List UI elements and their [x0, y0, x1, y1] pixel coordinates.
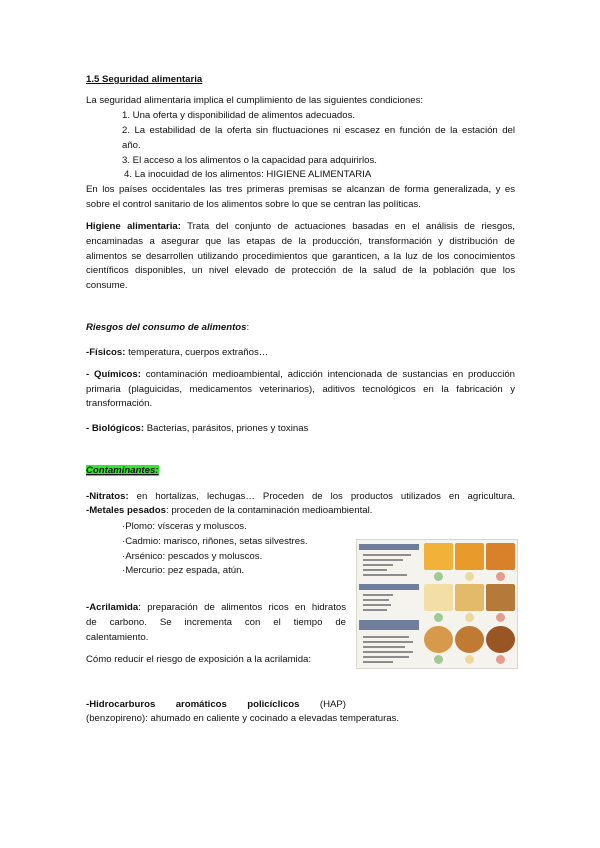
- infographic-header-advice: [359, 620, 419, 630]
- metal-item-cadmio: ·Cadmio: marisco, riñones, setas silvestres.: [122, 536, 308, 547]
- green-dot-icon: [434, 655, 443, 664]
- condition-2-cont: año.: [122, 140, 141, 151]
- metal-item-mercurio: ·Mercurio: pez espada, atún.: [122, 565, 245, 576]
- toast-light-photo: [424, 584, 453, 611]
- risk-quimicos-line-3: transformación.: [86, 398, 153, 409]
- acrilamida-line-1: -Acrilamida: preparación de alimentos ricos en hidratos: [86, 602, 346, 613]
- hygiene-label: Higiene alimentaria:: [86, 221, 181, 232]
- infographic-text-column: [359, 542, 419, 666]
- red-dot-icon: [496, 655, 505, 664]
- yellow-dot-icon: [465, 655, 474, 664]
- intro-text: La seguridad alimentaria implica el cumplimiento de las siguientes condiciones:: [86, 95, 424, 106]
- text-line: [363, 656, 409, 658]
- text-line: [363, 609, 387, 611]
- text-line: [363, 604, 391, 606]
- croquettes-light-photo: [424, 626, 453, 653]
- text-line: [363, 594, 393, 596]
- hap-line-2: (benzopireno): ahumado en caliente y cocinado a elevadas temperaturas.: [86, 713, 400, 724]
- text-line: [363, 599, 389, 601]
- red-dot-icon: [496, 613, 505, 622]
- text-line: [363, 661, 393, 663]
- croquettes-medium-photo: [455, 626, 484, 653]
- fries-medium-photo: [455, 543, 484, 570]
- text-line: [363, 651, 413, 653]
- condition-2: 2. La estabilidad de la oferta sin fluctuaciones ni escasez en función de la estación del: [122, 125, 515, 136]
- risks-heading: Riesgos del consumo de alimentos:: [86, 322, 250, 333]
- green-dot-icon: [434, 572, 443, 581]
- text-line: [363, 646, 405, 648]
- risk-quimicos-line-2: primaria (plaguicidas, medicamentos veterinarios), aditivos tecnológicos en la fabricación y: [86, 384, 515, 395]
- text-line: [363, 641, 413, 643]
- text-line: [363, 636, 409, 638]
- condition-1: 1. Una oferta y disponibilidad de alimentos adecuados.: [122, 110, 356, 121]
- toast-dark-photo: [486, 584, 515, 611]
- text-line: [363, 554, 411, 556]
- hygiene-line-4: científicos disponibles, un nivel elevado de protección de la salud de la población que los: [86, 265, 515, 276]
- metal-item-plomo: ·Plomo: vísceras y moluscos.: [122, 521, 247, 532]
- risk-fisicos: -Físicos: temperatura, cuerpos extraños…: [86, 347, 269, 358]
- metal-item-arsenico: ·Arsénico: pescados y moluscos.: [122, 551, 263, 562]
- text-line: [363, 559, 403, 561]
- acrilamida-line-2: de carbono. Se incrementa con el tiempo de: [86, 617, 346, 628]
- risk-biologicos: - Biológicos: Bacterias, parásitos, priones y toxinas: [86, 423, 309, 434]
- fries-dark-photo: [486, 543, 515, 570]
- nitratos-line: -Nitratos: en hortalizas, lechugas… Proceden de los productos utilizados en agricultura.: [86, 491, 515, 502]
- yellow-dot-icon: [465, 572, 474, 581]
- hygiene-line-3: alimentos se desarrollen utilizando procedimientos que garanticen, a la luz de los conocimientos: [86, 251, 515, 262]
- condition-3: 3. El acceso a los alimentos o la capacidad para adquirirlos.: [122, 155, 377, 166]
- croquettes-dark-photo: [486, 626, 515, 653]
- condition-4: 4. La inocuidad de los alimentos: HIGIENE ALIMENTARIA: [124, 169, 372, 180]
- hygiene-line-1: Higiene alimentaria: Trata del conjunto de actuaciones basadas en el análisis de riesgos,: [86, 221, 515, 232]
- acrilamida-reduce: Cómo reducir el riesgo de exposición a la acrilamida:: [86, 654, 312, 665]
- hap-line-1: -Hidrocarburos aromáticos policíclicos (HAP): [86, 699, 347, 710]
- fries-light-photo: [424, 543, 453, 570]
- acrilamida-line-3: calentamiento.: [86, 632, 149, 643]
- text-line: [363, 574, 407, 576]
- text-line: [363, 564, 393, 566]
- acrylamide-infographic: [356, 539, 518, 669]
- text-line: [363, 569, 387, 571]
- hygiene-line-2: encaminadas a asegurar que las etapas de la producción, transformación y distribución de: [86, 236, 515, 247]
- hygiene-line-5: consume.: [86, 280, 128, 291]
- developed-countries-line-2: sobre el control sanitario de los alimentos sobre lo que se centran las políticas.: [86, 199, 421, 210]
- section-title: 1.5 Seguridad alimentaria: [86, 74, 203, 85]
- green-dot-icon: [434, 613, 443, 622]
- risk-quimicos-line-1: - Químicos: contaminación medioambiental, adicción intencionada de sustancias en producción: [86, 369, 515, 380]
- yellow-dot-icon: [465, 613, 474, 622]
- red-dot-icon: [496, 572, 505, 581]
- developed-countries-line-1: En los países occidentales las tres primeras premisas se alcanzan de forma generalizada, y es: [86, 184, 515, 195]
- toast-medium-photo: [455, 584, 484, 611]
- contaminants-heading: Contaminantes:: [86, 465, 159, 476]
- infographic-header-toast: [359, 584, 419, 590]
- infographic-header-fried: [359, 544, 419, 550]
- metales-line: -Metales pesados: proceden de la contaminación medioambiental.: [86, 505, 373, 516]
